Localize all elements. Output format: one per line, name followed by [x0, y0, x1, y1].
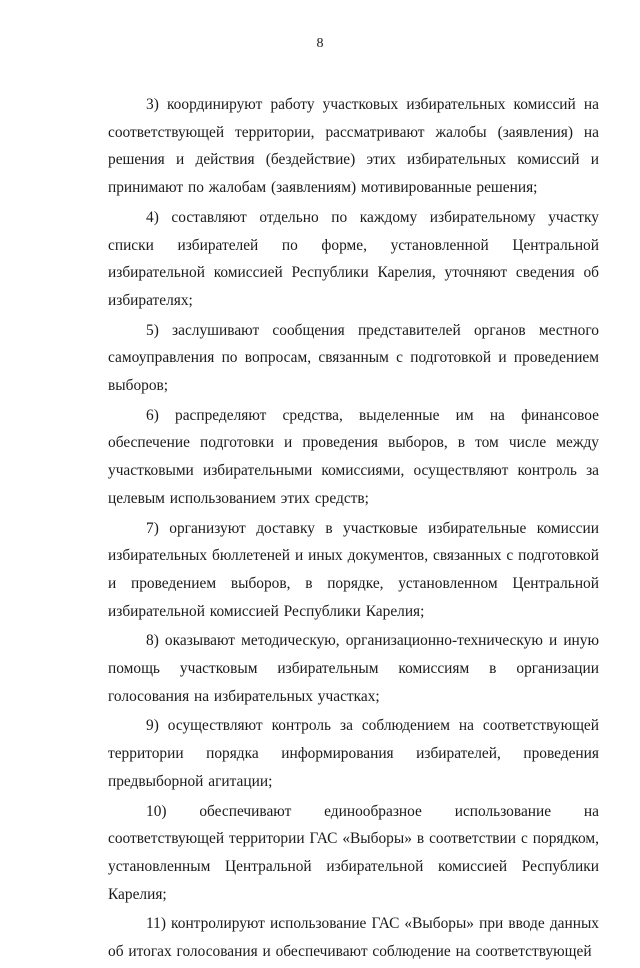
paragraph-item-11: 11) контролируют использование ГАС «Выборы» при вводе данных об итогах голосования и обеспечивают соблюдение на соответствующей	[108, 915, 599, 961]
paragraph-item-10: 10) обеспечивают единообразное использование на соответствующей территории ГАС «Выборы» в соответствии с порядком, установленным Центральной избирательной комиссией Республики Карелия;	[108, 802, 599, 903]
paragraph-item-7: 7) организуют доставку в участковые избирательные комиссии избирательных бюллетеней и иных документов, связанных с подготовкой и проведением выборов, в порядке, установленном Центральной избирательной комиссией Республики Карелия;	[108, 519, 599, 620]
page-number: 8	[316, 36, 324, 51]
paragraph-item-5: 5) заслушивают сообщения представителей органов местного самоуправления по вопросам, связанным с подготовкой и проведением выборов;	[108, 321, 599, 395]
paragraph-item-3: 3) координируют работу участковых избирательных комиссий на соответствующей территории, рассматривают жалобы (заявления) на решения и действия (бездействие) этих избирательных комиссий и принимают по жалобам (заявлениям) мотивированные решения;	[108, 96, 599, 197]
paragraph-item-6: 6) распределяют средства, выделенные им на финансовое обеспечение подготовки и проведения выборов, в том числе между участковыми избирательными комиссиями, осуществляют контроль за целевым использованием этих средств;	[108, 406, 599, 507]
paragraph-item-4: 4) составляют отдельно по каждому избирательному участку списки избирателей по форме, установленной Центральной избирательной комиссией Республики Карелия, уточняют сведения об избирателях;	[108, 208, 599, 309]
paragraph-item-8: 8) оказывают методическую, организационно-техническую и иную помощь участковым избирательным комиссиям в организации голосования на избирательных участках;	[108, 632, 599, 705]
paragraph-item-9: 9) осуществляют контроль за соблюдением на соответствующей территории порядка информирования избирателей, проведения предвыборной агитации;	[108, 717, 599, 790]
document-body	[108, 91, 599, 968]
